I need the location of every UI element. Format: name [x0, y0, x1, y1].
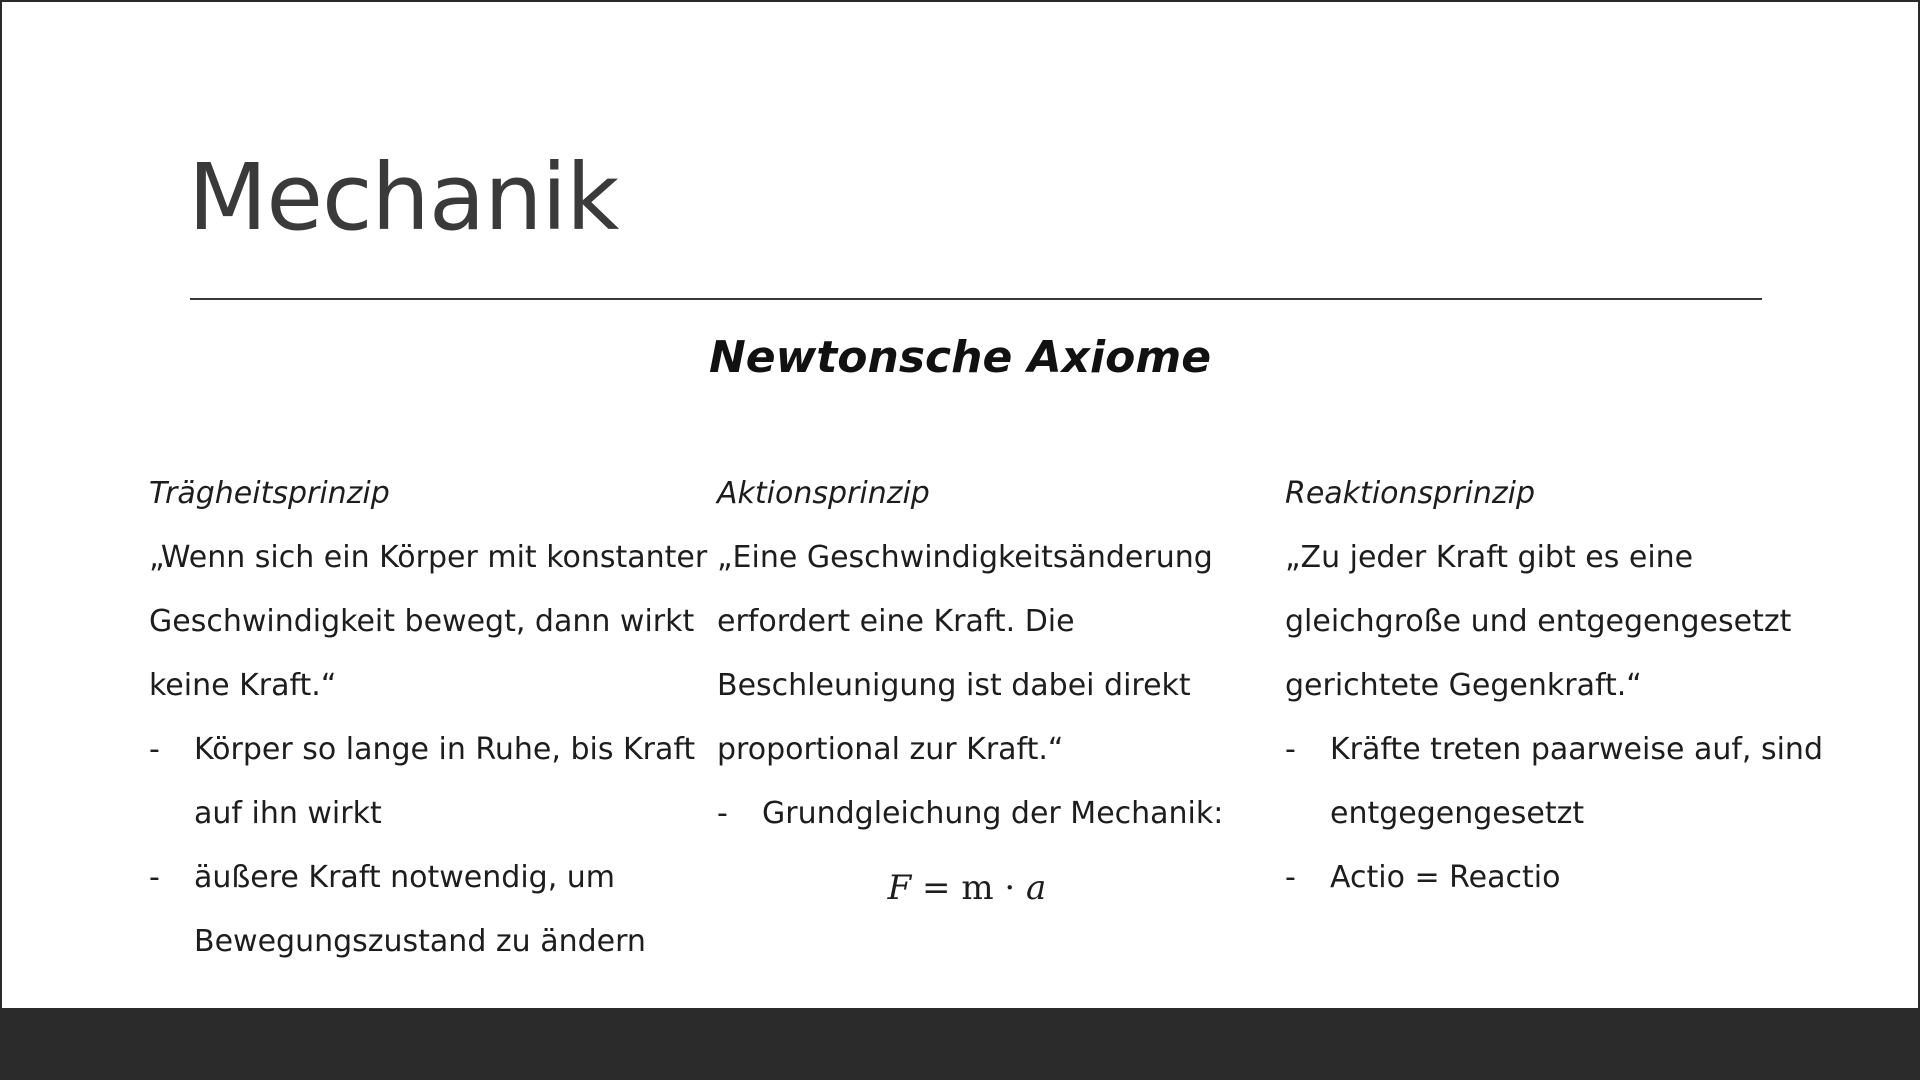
column-reaktionsprinzip: [1285, 462, 1845, 910]
bullet-text: Actio = Reactio: [1330, 860, 1561, 895]
column-quote: „Eine Geschwindigkeitsänderung erfordert eine Kraft. Die Beschleunigung ist dabei direkt proportional zur Kraft.“: [717, 540, 1213, 767]
column-heading: Trägheitsprinzip: [149, 476, 390, 511]
bullet-item: [1285, 718, 1845, 846]
newton-formula: [717, 856, 1257, 920]
bullet-item: [149, 718, 709, 846]
bullet-item: [717, 782, 1257, 846]
bullet-marker: -: [149, 860, 160, 895]
bullet-text: äußere Kraft notwendig, um Bewegungszustand zu ändern: [194, 860, 646, 959]
bullet-marker: -: [1285, 732, 1296, 767]
formula-mass: m: [961, 868, 994, 908]
footer-bar: [0, 1008, 1920, 1080]
title-divider: [190, 298, 1762, 300]
column-quote: „Zu jeder Kraft gibt es eine gleichgroße und entgegengesetzt gerichtete Gegenkraft.“: [1285, 540, 1792, 703]
column-heading: Aktionsprinzip: [717, 476, 930, 511]
bullet-list: [717, 782, 1257, 846]
column-heading: Reaktionsprinzip: [1285, 476, 1536, 511]
bullet-item: [149, 846, 709, 974]
bullet-marker: -: [1285, 860, 1296, 895]
bullet-list: [1285, 718, 1845, 910]
formula-dot: ·: [993, 868, 1027, 908]
bullet-marker: -: [717, 796, 728, 831]
column-traegheitsprinzip: [149, 462, 709, 974]
bullet-list: [149, 718, 709, 974]
bullet-text: Grundgleichung der Mechanik:: [762, 796, 1224, 831]
slide-subtitle: Newtonsche Axiome: [708, 332, 1212, 383]
bullet-item: [1285, 846, 1845, 910]
bullet-text: Körper so lange in Ruhe, bis Kraft auf ihn wirkt: [194, 732, 696, 831]
column-quote: „Wenn sich ein Körper mit konstanter Geschwindigkeit bewegt, dann wirkt keine Kraft.“: [149, 540, 708, 703]
bullet-text: Kräfte treten paarweise auf, sind entgegengesetzt: [1330, 732, 1823, 831]
slide-title: Mechanik: [188, 144, 619, 251]
column-aktionsprinzip: [717, 462, 1257, 920]
formula-acceleration: a: [1026, 868, 1047, 908]
formula-equals: =: [911, 868, 962, 908]
formula-force: F: [887, 868, 912, 908]
bullet-marker: -: [149, 732, 160, 767]
